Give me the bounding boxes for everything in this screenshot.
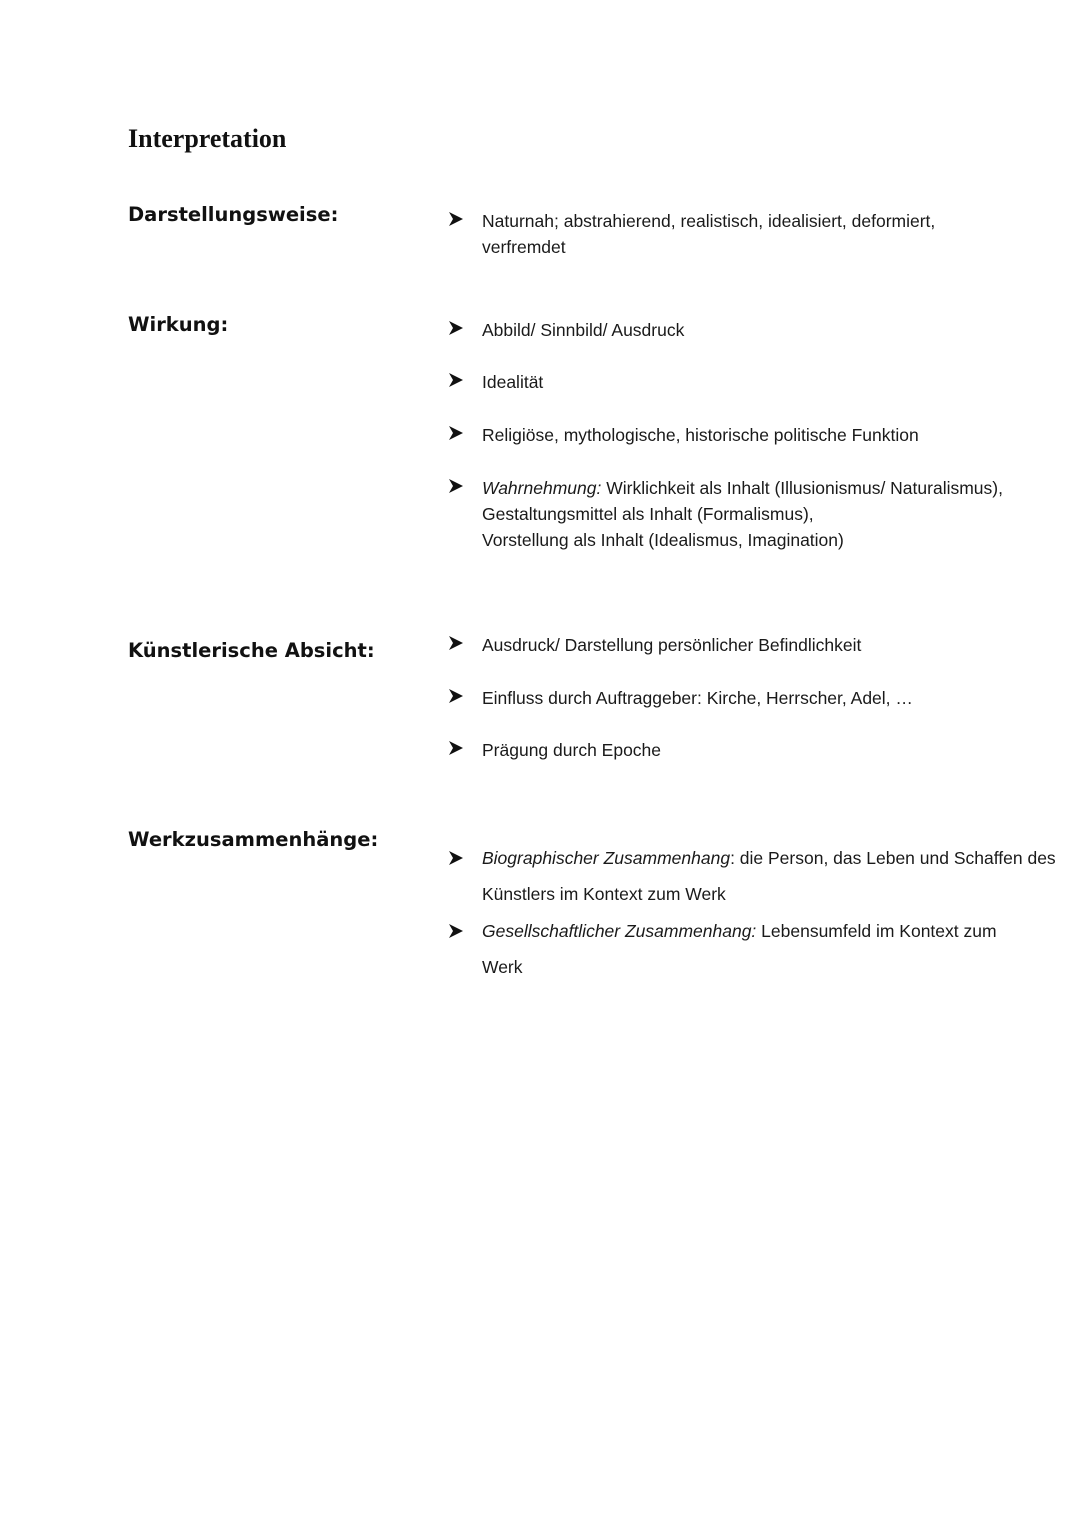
arrow-bullet-icon (448, 478, 464, 494)
item-line-text: Wirklichkeit als Inhalt (Illusionismus/ Naturalismus), (601, 478, 1003, 498)
arrow-bullet-icon (448, 372, 464, 388)
list-item (448, 208, 1008, 260)
item-text: Religiöse, mythologische, historische politische Funktion (482, 425, 919, 445)
arrow-bullet-icon (448, 688, 464, 704)
item-text (482, 840, 1068, 912)
item-text: Ausdruck/ Darstellung persönlicher Befindlichkeit (482, 635, 862, 655)
item-term: Wahrnehmung: (482, 478, 602, 498)
item-line (482, 475, 1068, 501)
list-item (448, 737, 1048, 763)
item-body: : die Person, das Leben und Schaffen des Künstlers im Kontext zum Werk (482, 848, 1056, 904)
label-werkzusammenhaenge: Werkzusammenhänge: (128, 828, 379, 851)
list-item (448, 913, 1038, 985)
arrow-bullet-icon (448, 425, 464, 441)
item-text: Prägung durch Epoche (482, 740, 662, 760)
arrow-bullet-icon (448, 211, 464, 227)
item-text: Idealität (482, 372, 544, 392)
list-item (448, 475, 1068, 553)
arrow-bullet-icon (448, 850, 464, 866)
label-kuenstlerische-absicht: Künstlerische Absicht: (128, 639, 375, 662)
page-title: Interpretation (128, 124, 287, 153)
item-text (482, 475, 1068, 553)
item-line: Vorstellung als Inhalt (Idealismus, Imagination) (482, 530, 844, 550)
list-item (448, 422, 1048, 448)
label-wirkung: Wirkung: (128, 313, 229, 336)
list-item (448, 840, 1068, 912)
arrow-bullet-icon (448, 740, 464, 756)
item-term: Gesellschaftlicher Zusammenhang: (482, 921, 757, 941)
list-item (448, 685, 1048, 711)
item-body: Lebensumfeld im Kontext zum Werk (482, 921, 997, 977)
label-darstellungsweise: Darstellungsweise: (128, 203, 339, 226)
arrow-bullet-icon (448, 923, 464, 939)
list-item (448, 632, 1048, 658)
item-text: Naturnah; abstrahierend, realistisch, idealisiert, deformiert, verfremdet (482, 211, 936, 257)
item-text: Einfluss durch Auftraggeber: Kirche, Herrscher, Adel, … (482, 688, 913, 708)
list-item (448, 369, 1048, 395)
item-text (482, 913, 1038, 985)
list-item (448, 317, 1048, 343)
arrow-bullet-icon (448, 635, 464, 651)
arrow-bullet-icon (448, 320, 464, 336)
item-line: Gestaltungsmittel als Inhalt (Formalismus), (482, 504, 814, 524)
item-term: Biographischer Zusammenhang (482, 848, 731, 868)
item-text: Abbild/ Sinnbild/ Ausdruck (482, 320, 685, 340)
